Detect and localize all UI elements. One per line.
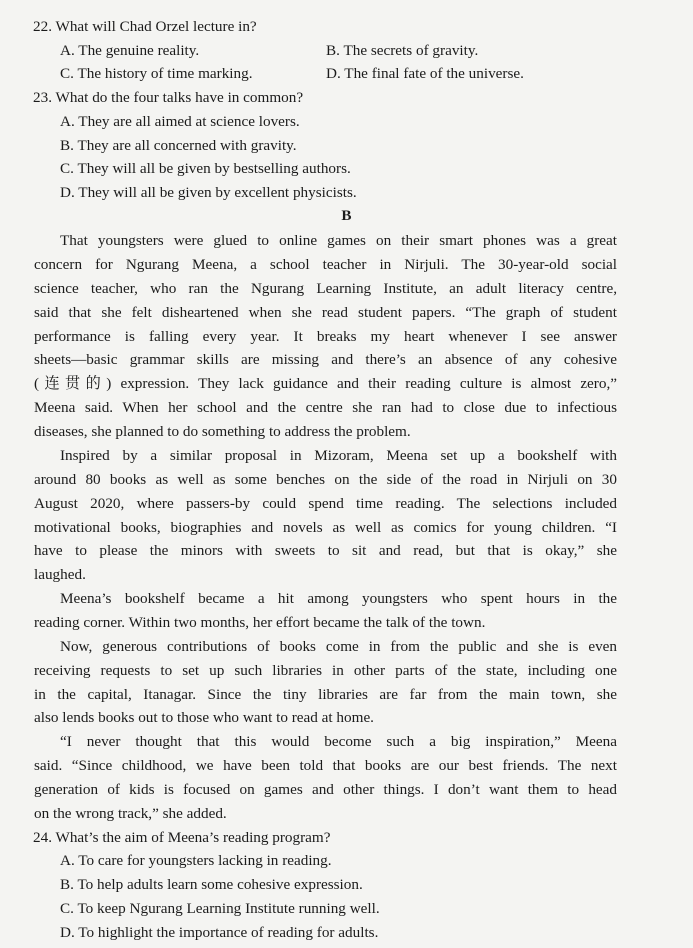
section-heading: B xyxy=(341,207,352,224)
question-22: 22. What will Chad Orzel lecture in? xyxy=(33,18,257,35)
q24-option-a: A. To care for youngsters lacking in reading. xyxy=(60,852,332,869)
passage-line: Now, generous contributions of books come in from the public and she is even xyxy=(60,638,617,655)
q23-option-d: D. They will all be given by excellent physicists. xyxy=(60,184,357,201)
q22-option-b: B. The secrets of gravity. xyxy=(326,42,479,59)
passage-line: August 2020, where passers-by could spend time reading. The selections included xyxy=(34,495,617,512)
q22-option-a: A. The genuine reality. xyxy=(60,42,200,59)
passage-line: laughed. xyxy=(34,566,86,583)
passage-line: motivational books, biographies and novels as well as comics for young children. “I xyxy=(34,519,617,536)
passage-line: concern for Ngurang Meena, a school teacher in Nirjuli. The 30-year-old social xyxy=(34,256,617,273)
passage-line: around 80 books as well as some benches on the side of the road in Nirjuli on 30 xyxy=(34,471,617,488)
passage-line: diseases, she planned to do something to address the problem. xyxy=(34,423,411,440)
q23-option-a: A. They are all aimed at science lovers. xyxy=(60,113,300,130)
q22-option-c: C. The history of time marking. xyxy=(60,65,253,82)
q23-option-c: C. They will all be given by bestselling authors. xyxy=(60,160,351,177)
q24-option-b: B. To help adults learn some cohesive expression. xyxy=(60,876,363,893)
question-24: 24. What’s the aim of Meena’s reading program? xyxy=(33,829,331,846)
q23-option-b: B. They are all concerned with gravity. xyxy=(60,137,297,154)
passage-line: That youngsters were glued to online games on their smart phones was a great xyxy=(60,232,617,249)
passage-line: “I never thought that this would become such a big inspiration,” Meena xyxy=(60,733,617,750)
passage-line: said. “Since childhood, we have been told that books are our best friends. The next xyxy=(34,757,617,774)
passage-line: science teacher, who ran the Ngurang Learning Institute, an adult literacy centre, xyxy=(34,280,617,297)
q24-option-d: D. To highlight the importance of reading for adults. xyxy=(60,924,379,941)
passage-line: sheets—basic grammar skills are missing and there’s an absence of any cohesive xyxy=(34,351,617,368)
passage-line: Meena said. When her school and the centre she ran had to close due to infectious xyxy=(34,399,617,416)
passage-line: Inspired by a similar proposal in Mizoram, Meena set up a bookshelf with xyxy=(60,447,617,464)
passage-line: have to please the minors with sweets to sit and read, but that is okay,” she xyxy=(34,542,617,559)
passage-line: receiving requests to set up such libraries in other parts of the state, including one xyxy=(34,662,617,679)
passage-line: reading corner. Within two months, her effort became the talk of the town. xyxy=(34,614,486,631)
passage-line: in the capital, Itanagar. Since the tiny libraries are far from the main town, she xyxy=(34,686,617,703)
passage-line: on the wrong track,” she added. xyxy=(34,805,227,822)
passage-line: said that she felt disheartened when she read student papers. “The graph of student xyxy=(34,304,617,321)
passage-line: Meena’s bookshelf became a hit among youngsters who spent hours in the xyxy=(60,590,617,607)
question-23: 23. What do the four talks have in common? xyxy=(33,89,304,106)
passage-line: generation of kids is focused on games and other things. I don’t want them to head xyxy=(34,781,617,798)
passage-line: (连贯的) expression. They lack guidance and their reading culture is almost zero,” xyxy=(34,375,617,392)
passage-line: also lends books out to those who want to read at home. xyxy=(34,709,374,726)
q24-option-c: C. To keep Ngurang Learning Institute running well. xyxy=(60,900,380,917)
passage-line: performance is falling every year. It breaks my heart whenever I see answer xyxy=(34,328,617,345)
q22-option-d: D. The final fate of the universe. xyxy=(326,65,524,82)
